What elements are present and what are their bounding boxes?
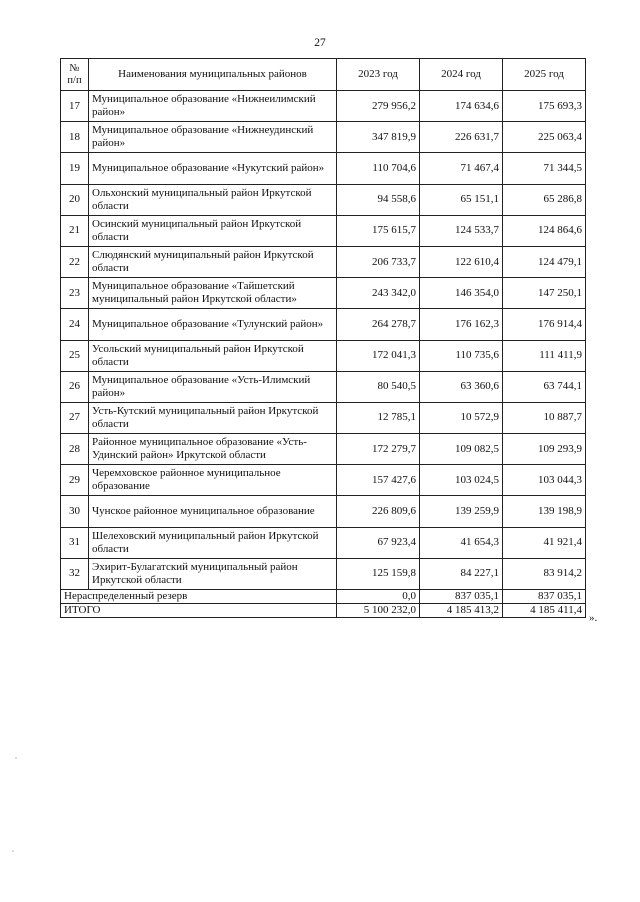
table-row [61, 91, 586, 122]
row-name: Муниципальное образование «Усть-Илимский район» [89, 371, 337, 402]
row-2025: 63 744,1 [503, 371, 586, 402]
row-2025: 65 286,8 [503, 184, 586, 215]
row-2023: 110 704,6 [337, 153, 420, 184]
header-name: Наименования муниципальных районов [89, 59, 337, 91]
closing-quote-mark: ». [589, 612, 598, 624]
table-row [61, 465, 586, 496]
reserve-2024: 837 035,1 [420, 590, 503, 604]
reserve-row [61, 590, 586, 604]
header-2024: 2024 год [420, 59, 503, 91]
row-2023: 243 342,0 [337, 278, 420, 309]
row-name: Районное муниципальное образование «Усть-Удинский район» Иркутской области [89, 434, 337, 465]
row-2024: 146 354,0 [420, 278, 503, 309]
table-row [61, 215, 586, 246]
row-2024: 63 360,6 [420, 371, 503, 402]
page-number: 27 [314, 37, 326, 49]
row-name: Слюдянский муниципальный район Иркутской области [89, 246, 337, 277]
row-num: 32 [61, 558, 89, 589]
table-row [61, 558, 586, 589]
table-header-row [61, 59, 586, 91]
row-name: Муниципальное образование «Тайшетский муниципальный район Иркутской области» [89, 278, 337, 309]
row-2024: 176 162,3 [420, 309, 503, 340]
row-2024: 122 610,4 [420, 246, 503, 277]
total-row [61, 604, 586, 618]
row-2025: 139 198,9 [503, 496, 586, 527]
row-2025: 71 344,5 [503, 153, 586, 184]
row-2025: 10 887,7 [503, 402, 586, 433]
row-num: 20 [61, 184, 89, 215]
row-name: Эхирит-Булагатский муниципальный район Иркутской области [89, 558, 337, 589]
row-2023: 157 427,6 [337, 465, 420, 496]
row-2023: 279 956,2 [337, 91, 420, 122]
row-2023: 347 819,9 [337, 122, 420, 153]
row-num: 24 [61, 309, 89, 340]
row-2025: 225 063,4 [503, 122, 586, 153]
row-2024: 139 259,9 [420, 496, 503, 527]
row-2025: 175 693,3 [503, 91, 586, 122]
row-name: Ольхонский муниципальный район Иркутской области [89, 184, 337, 215]
row-2025: 147 250,1 [503, 278, 586, 309]
row-2025: 176 914,4 [503, 309, 586, 340]
row-num: 21 [61, 215, 89, 246]
total-2024: 4 185 413,2 [420, 604, 503, 618]
row-2024: 103 024,5 [420, 465, 503, 496]
row-2025: 83 914,2 [503, 558, 586, 589]
row-2023: 125 159,8 [337, 558, 420, 589]
row-2023: 172 279,7 [337, 434, 420, 465]
budget-table [60, 58, 586, 618]
row-num: 19 [61, 153, 89, 184]
row-2024: 84 227,1 [420, 558, 503, 589]
total-label: ИТОГО [61, 604, 337, 618]
row-2023: 206 733,7 [337, 246, 420, 277]
table-row [61, 309, 586, 340]
row-num: 17 [61, 91, 89, 122]
row-num: 27 [61, 402, 89, 433]
row-name: Муниципальное образование «Тулунский район» [89, 309, 337, 340]
row-2024: 65 151,1 [420, 184, 503, 215]
row-num: 25 [61, 340, 89, 371]
row-name: Чунское районное муниципальное образование [89, 496, 337, 527]
row-2023: 175 615,7 [337, 215, 420, 246]
row-2023: 67 923,4 [337, 527, 420, 558]
row-2025: 124 479,1 [503, 246, 586, 277]
row-num: 28 [61, 434, 89, 465]
table-row [61, 278, 586, 309]
table-row [61, 527, 586, 558]
table-row [61, 246, 586, 277]
row-num: 30 [61, 496, 89, 527]
table-row [61, 153, 586, 184]
row-2023: 172 041,3 [337, 340, 420, 371]
table-row [61, 496, 586, 527]
scan-speck [15, 757, 17, 759]
row-2024: 174 634,6 [420, 91, 503, 122]
row-2025: 124 864,6 [503, 215, 586, 246]
row-name: Усть-Кутский муниципальный район Иркутской области [89, 402, 337, 433]
row-num: 31 [61, 527, 89, 558]
row-num: 29 [61, 465, 89, 496]
row-2025: 111 411,9 [503, 340, 586, 371]
header-num: № п/п [61, 59, 89, 91]
row-name: Осинский муниципальный район Иркутской области [89, 215, 337, 246]
row-name: Муниципальное образование «Нижнеудинский район» [89, 122, 337, 153]
header-2023: 2023 год [337, 59, 420, 91]
row-num: 23 [61, 278, 89, 309]
row-2024: 124 533,7 [420, 215, 503, 246]
row-2024: 110 735,6 [420, 340, 503, 371]
table-row [61, 184, 586, 215]
row-2023: 226 809,6 [337, 496, 420, 527]
row-name: Шелеховский муниципальный район Иркутской области [89, 527, 337, 558]
row-2025: 109 293,9 [503, 434, 586, 465]
scan-speck [12, 850, 14, 852]
row-num: 22 [61, 246, 89, 277]
row-2025: 103 044,3 [503, 465, 586, 496]
total-2023: 5 100 232,0 [337, 604, 420, 618]
table-row [61, 340, 586, 371]
row-num: 26 [61, 371, 89, 402]
row-2023: 264 278,7 [337, 309, 420, 340]
row-2024: 10 572,9 [420, 402, 503, 433]
row-2024: 226 631,7 [420, 122, 503, 153]
row-2023: 80 540,5 [337, 371, 420, 402]
row-2024: 71 467,4 [420, 153, 503, 184]
table-row [61, 371, 586, 402]
row-2023: 94 558,6 [337, 184, 420, 215]
header-2025: 2025 год [503, 59, 586, 91]
row-2024: 41 654,3 [420, 527, 503, 558]
row-name: Черемховское районное муниципальное образование [89, 465, 337, 496]
table-row [61, 402, 586, 433]
table-row [61, 434, 586, 465]
reserve-2023: 0,0 [337, 590, 420, 604]
table-row [61, 122, 586, 153]
row-name: Муниципальное образование «Нижнеилимский район» [89, 91, 337, 122]
reserve-label: Нераспределенный резерв [61, 590, 337, 604]
row-2024: 109 082,5 [420, 434, 503, 465]
row-2025: 41 921,4 [503, 527, 586, 558]
reserve-2025: 837 035,1 [503, 590, 586, 604]
row-2023: 12 785,1 [337, 402, 420, 433]
row-num: 18 [61, 122, 89, 153]
row-name: Усольский муниципальный район Иркутской области [89, 340, 337, 371]
total-2025: 4 185 411,4 [503, 604, 586, 618]
row-name: Муниципальное образование «Нукутский район» [89, 153, 337, 184]
table-body [61, 91, 586, 618]
